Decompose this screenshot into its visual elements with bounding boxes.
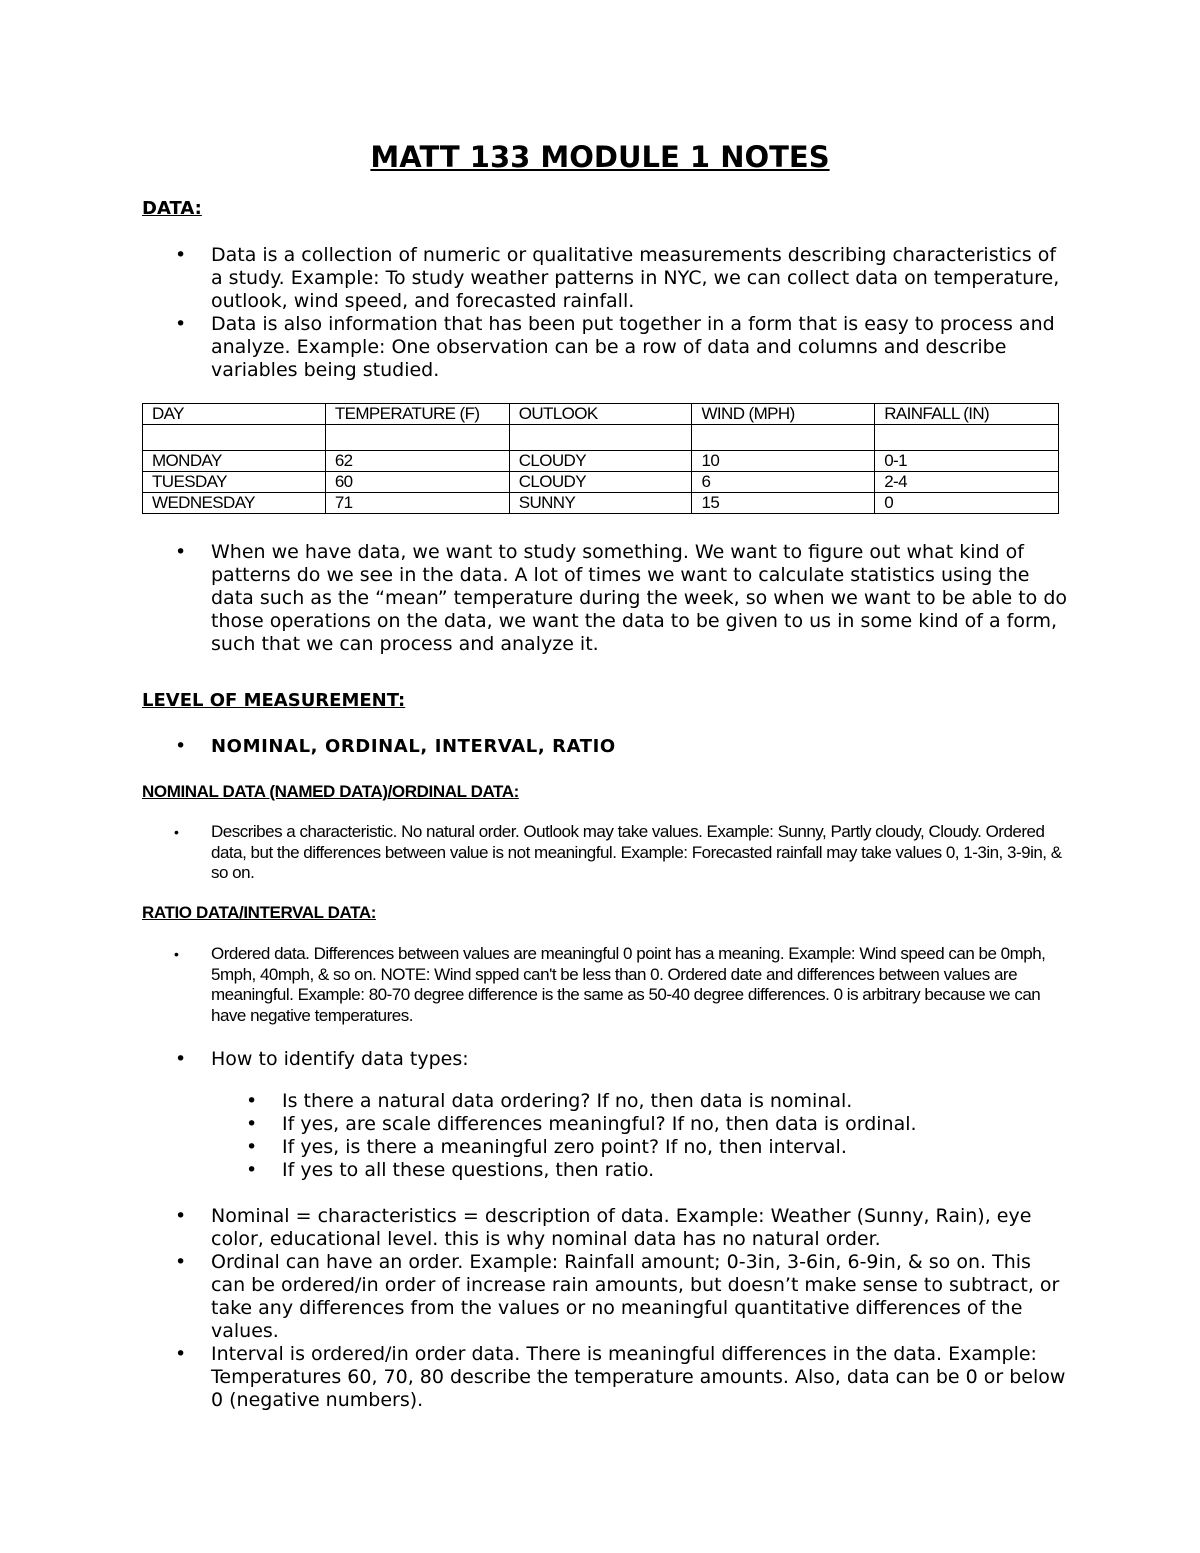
- identify-steps-list: [246, 1090, 1072, 1182]
- bullet-icon: •: [175, 313, 187, 335]
- section-heading-ratio: RATIO DATA/INTERVAL DATA:: [142, 903, 376, 922]
- bullet-icon: •: [246, 1159, 258, 1181]
- table-header-cell: WIND (MPH): [692, 404, 875, 425]
- level-types: NOMINAL, ORDINAL, INTERVAL, RATIO: [211, 736, 616, 757]
- bullet-icon: •: [174, 824, 179, 840]
- list-item: [246, 1090, 1072, 1113]
- bullet-icon: •: [174, 946, 179, 962]
- table-cell: [143, 425, 326, 451]
- bullet-icon: •: [175, 1251, 187, 1273]
- bullet-icon: •: [246, 1090, 258, 1112]
- bullet-icon: •: [175, 541, 187, 563]
- bullet-icon: •: [246, 1136, 258, 1158]
- list-item: [246, 1136, 1072, 1159]
- weather-data-table: [142, 403, 1059, 514]
- table-cell: 60: [325, 472, 509, 493]
- table-cell: 0: [875, 493, 1059, 514]
- section-heading-nominal: NOMINAL DATA (NAMED DATA)/ORDINAL DATA:: [142, 782, 519, 801]
- bullet-icon: •: [246, 1113, 258, 1135]
- table-cell: CLOUDY: [509, 451, 692, 472]
- bullet-icon: •: [175, 735, 187, 757]
- table-cell: 62: [325, 451, 509, 472]
- table-cell: CLOUDY: [509, 472, 692, 493]
- list-item: [175, 1251, 1071, 1343]
- table-cell: MONDAY: [143, 451, 326, 472]
- table-cell: [509, 425, 692, 451]
- bullet-text: How to identify data types:: [211, 1048, 469, 1070]
- bullet-text: When we have data, we want to study something. We want to figure out what kind of patterns do we see in the data. A lot of times we want to calculate statistics using the data such as the “mean” temperature during the week, so when we want to be able to do those operations on the data, we want the data to be given to us in some kind of a form, such that we can process and analyze it.: [211, 541, 1068, 655]
- table-cell: [692, 425, 875, 451]
- table-cell: [875, 425, 1059, 451]
- list-item: [246, 1159, 1072, 1182]
- nominal-list: [174, 822, 1071, 884]
- list-item: [175, 735, 1071, 758]
- identify-list: [175, 1048, 1071, 1071]
- table-cell: 71: [325, 493, 509, 514]
- table-cell: 6: [692, 472, 875, 493]
- bullet-text: Is there a natural data ordering? If no, then data is nominal.: [282, 1090, 853, 1112]
- data-followup-list: [175, 541, 1071, 656]
- section-heading-data: DATA:: [142, 198, 202, 219]
- table-cell: 10: [692, 451, 875, 472]
- table-header-cell: RAINFALL (IN): [875, 404, 1059, 425]
- bullet-icon: •: [175, 1205, 187, 1227]
- section-heading-level: LEVEL OF MEASUREMENT:: [142, 690, 406, 711]
- data-bullet-list: [175, 244, 1071, 382]
- table-row-empty: [143, 425, 1059, 451]
- table-cell: 0-1: [875, 451, 1059, 472]
- table-cell: 15: [692, 493, 875, 514]
- bullet-text: Interval is ordered/in order data. There is meaningful differences in the data. Example: Temperatures 60, 70, 80 describe the temperature amounts. Also, data can be 0 or below 0 (negative numbers).: [211, 1343, 1066, 1411]
- bullet-text: Ordinal can have an order. Example: Rainfall amount; 0-3in, 3-6in, 6-9in, & so on. This can be ordered/in order of increase rain amounts, but doesn’t make sense to subtract, or take any differences from the values or no meaningful quantitative differences of the values.: [211, 1251, 1060, 1342]
- table-header-cell: OUTLOOK: [509, 404, 692, 425]
- bullet-icon: •: [175, 244, 187, 266]
- list-item: [175, 313, 1071, 382]
- list-item: [246, 1113, 1072, 1136]
- list-item: [175, 1205, 1071, 1251]
- table-row: [143, 451, 1059, 472]
- page-title: MATT 133 MODULE 1 NOTES: [370, 140, 830, 174]
- list-item: [174, 822, 1071, 884]
- table-header-cell: DAY: [143, 404, 326, 425]
- bullet-text: Data is a collection of numeric or qualitative measurements describing characteristics of a study. Example: To study weather patterns in NYC, we can collect data on temperature, outlook, wind speed, and forecasted rainfall.: [211, 244, 1060, 312]
- list-item: [174, 944, 1071, 1026]
- table-cell: [325, 425, 509, 451]
- list-item: [175, 1048, 1071, 1071]
- bullet-icon: •: [175, 1343, 187, 1365]
- list-item: [175, 244, 1071, 313]
- table-cell: TUESDAY: [143, 472, 326, 493]
- table-cell: WEDNESDAY: [143, 493, 326, 514]
- summary-list: [175, 1205, 1071, 1412]
- bullet-text: Data is also information that has been put together in a form that is easy to process and analyze. Example: One observation can be a row of data and columns and describe variables being studied.: [211, 313, 1055, 381]
- table-cell: 2-4: [875, 472, 1059, 493]
- bullet-text: If yes to all these questions, then ratio.: [282, 1159, 655, 1181]
- level-list: [175, 735, 1071, 758]
- table-header-cell: TEMPERATURE (F): [325, 404, 509, 425]
- list-item: [175, 1343, 1071, 1412]
- table-row: [143, 493, 1059, 514]
- bullet-text: Nominal = characteristics = description of data. Example: Weather (Sunny, Rain), eye color, educational level. this is why nominal data has no natural order.: [211, 1205, 1032, 1250]
- bullet-icon: •: [175, 1048, 187, 1070]
- bullet-text: If yes, is there a meaningful zero point? If no, then interval.: [282, 1136, 847, 1158]
- ratio-list: [174, 944, 1071, 1026]
- table-cell: SUNNY: [509, 493, 692, 514]
- table-header-row: [143, 404, 1059, 425]
- bullet-text: If yes, are scale differences meaningful? If no, then data is ordinal.: [282, 1113, 917, 1135]
- table-row: [143, 472, 1059, 493]
- bullet-text: Describes a characteristic. No natural order. Outlook may take values. Example: Sunny, Partly cloudy, Cloudy. Ordered data, but the differences between value is not meaningful. Example: Forecasted rainfall may take values 0, 1-3in, 3-9in, & so on.: [211, 822, 1062, 882]
- bullet-text: Ordered data. Differences between values are meaningful 0 point has a meaning. Example: Wind speed can be 0mph, 5mph, 40mph, & so on. NOTE: Wind spped can't be less than 0. Ordered date and differences between values are meaningful. Example: 80-70 degree difference is the same as 50-40 degree differences. 0 is arbitrary because we can have negative temperatures.: [211, 944, 1046, 1025]
- list-item: [175, 541, 1071, 656]
